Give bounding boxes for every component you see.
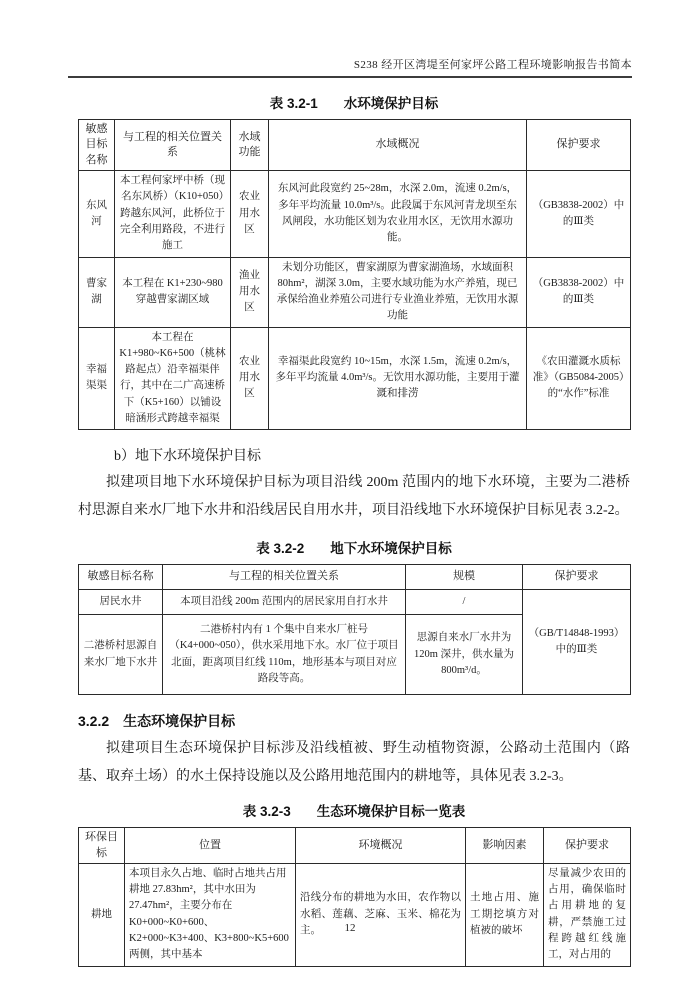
table-cell: / (406, 590, 523, 615)
table-header-cell: 保护要求 (527, 120, 631, 171)
table-row (79, 590, 631, 615)
table-header-cell: 敏感目标名称 (79, 565, 163, 590)
subsection-b-heading: b）地下水环境保护目标 (114, 449, 261, 465)
table-header-cell: 影响因素 (466, 828, 544, 864)
table-cell: 本工程在 K1+980~K6+500（桃林路起点）沿幸福渠伴行，其中在二广高速桥下（K5+160）以铺设暗涵形式跨越幸福渠 (115, 327, 231, 430)
table-row (79, 327, 631, 430)
section-322-title: 生态环境保护目标 (123, 713, 236, 730)
table1-caption (78, 92, 630, 112)
table-cell: 土地占用、施工期挖填方对植被的破坏 (466, 863, 544, 966)
table-header-cell: 与工程的相关位置关系 (115, 120, 231, 171)
table1-caption-number: 表 3.2-1 (269, 96, 318, 111)
table-cell: 幸福渠渠 (79, 327, 115, 430)
table-cell-rowspan: （GB/T14848-1993）中的Ⅲ类 (523, 590, 631, 695)
groundwater-protection-table (78, 564, 631, 695)
table-cell: （GB3838-2002）中的Ⅲ类 (527, 257, 631, 327)
table-cell: 二港桥村思源自来水厂地下水井 (79, 615, 163, 695)
table-cell: 沿线分布的耕地为水田，农作物以水稻、莲藕、芝麻、玉米、棉花为主。 (296, 863, 466, 966)
table-header-row (79, 120, 631, 171)
table-header-cell: 位置 (125, 828, 296, 864)
table-header-cell: 保护要求 (523, 565, 631, 590)
table1-caption-title: 水环境保护目标 (343, 96, 439, 111)
table-header-cell: 水域概况 (269, 120, 527, 171)
table-cell: 东风河此段宽约 25~28m，水深 2.0m，流速 0.2m/s，多年平均流量 10.0m³/s。此段属于东风河青龙坝至东风闸段，水功能区划为农业用水区，无饮用水源功能。 (269, 171, 527, 257)
table-header-cell: 环境概况 (296, 828, 466, 864)
table-header-cell: 水域功能 (231, 120, 269, 171)
table-cell: 渔业用水区 (231, 257, 269, 327)
table-header-cell: 规模 (406, 565, 523, 590)
table-cell: （GB3838-2002）中的Ⅲ类 (527, 171, 631, 257)
table-header-cell: 保护要求 (544, 828, 631, 864)
table-cell: 东风河 (79, 171, 115, 257)
table-cell: 耕地 (79, 863, 125, 966)
table-cell: 《农田灌溉水质标准》（GB5084-2005）的“水作”标准 (527, 327, 631, 430)
table-header-row (79, 565, 631, 590)
table-row (79, 863, 631, 966)
table-cell: 农业用水区 (231, 327, 269, 430)
table-cell: 本项目永久占地、临时占地共占用耕地 27.83hm²，其中水田为 27.47hm²，主要分布在 K0+000~K0+600、K2+000~K3+400、K3+800~K5+600 两侧，其中基本 (125, 863, 296, 966)
section-322-paragraph: 拟建项目生态环境保护目标涉及沿线植被、野生动植物资源，公路动土范围内（路基、取弃土场）的水土保持设施以及公路用地范围内的耕地等，具体见表 3.2-3。 (78, 741, 630, 785)
table2-caption-number: 表 3.2-2 (256, 541, 305, 557)
table-cell: 本工程何家坪中桥（现名东风桥）（K10+050）跨越东风河，此桥位于完全利用路段，不进行施工 (115, 171, 231, 257)
table-cell: 幸福渠此段宽约 10~15m，水深 1.5m，流速 0.2m/s，多年平均流量 4.0m³/s。无饮用水源功能，主要用于灌溉和排涝 (269, 327, 527, 430)
table-header-cell: 与工程的相关位置关系 (163, 565, 406, 590)
water-env-protection-table (78, 119, 631, 430)
table-cell: 二港桥村内有 1 个集中自来水厂桩号（K4+000~050），供水采用地下水。水厂位于项目北面，距离项目红线 110m，地形基本与项目对应路段等高。 (163, 615, 406, 695)
table-cell: 未划分功能区，曹家湖原为曹家湖渔场，水域面积 80hm²，湖深 3.0m，主要水域功能为水产养殖，现已承保给渔业养殖公司进行专业渔业养殖，无饮用水源功能 (269, 257, 527, 327)
ecology-protection-table (78, 827, 631, 966)
table-cell: 本工程在 K1+230~980 穿越曹家湖区域 (115, 257, 231, 327)
table2-caption-title: 地下水环境保护目标 (330, 541, 452, 557)
table-header-row (79, 828, 631, 864)
table3-caption-number: 表 3.2-3 (242, 804, 291, 820)
table3-caption (78, 800, 630, 820)
running-header: S238 经开区湾堤至何家坪公路工程环境影响报告书简本 (353, 59, 632, 71)
page-number: 12 (344, 922, 356, 934)
table3-caption-title: 生态环境保护目标一览表 (316, 804, 466, 820)
table-row (79, 257, 631, 327)
table-cell: 农业用水区 (231, 171, 269, 257)
table-cell: 本项目沿线 200m 范围内的居民家用自打水井 (163, 590, 406, 615)
table-cell: 曹家湖 (79, 257, 115, 327)
table-row (79, 171, 631, 257)
section-322-number: 3.2.2 (78, 713, 110, 730)
table-header-cell: 环保目标 (79, 828, 125, 864)
table-cell: 思源自来水厂水井为 120m 深井，供水量为 800m³/d。 (406, 615, 523, 695)
table-cell: 尽量减少农田的占用，确保临时占用耕地的复耕，严禁施工过程跨越红线施工，对占用的 (544, 863, 631, 966)
subsection-b-paragraph: 拟建项目地下水环境保护目标为项目沿线 200m 范围内的地下水环境，主要为二港桥村思源自来水厂地下水井和沿线居民自用水井，项目沿线地下水环境保护目标见表 3.2-2。 (78, 475, 630, 519)
page-content (78, 84, 630, 967)
table2-caption (78, 537, 630, 557)
table-header-cell: 敏感目标名称 (79, 120, 115, 171)
header-rule (68, 76, 632, 78)
section-322-heading (78, 711, 630, 731)
table-cell: 居民水井 (79, 590, 163, 615)
